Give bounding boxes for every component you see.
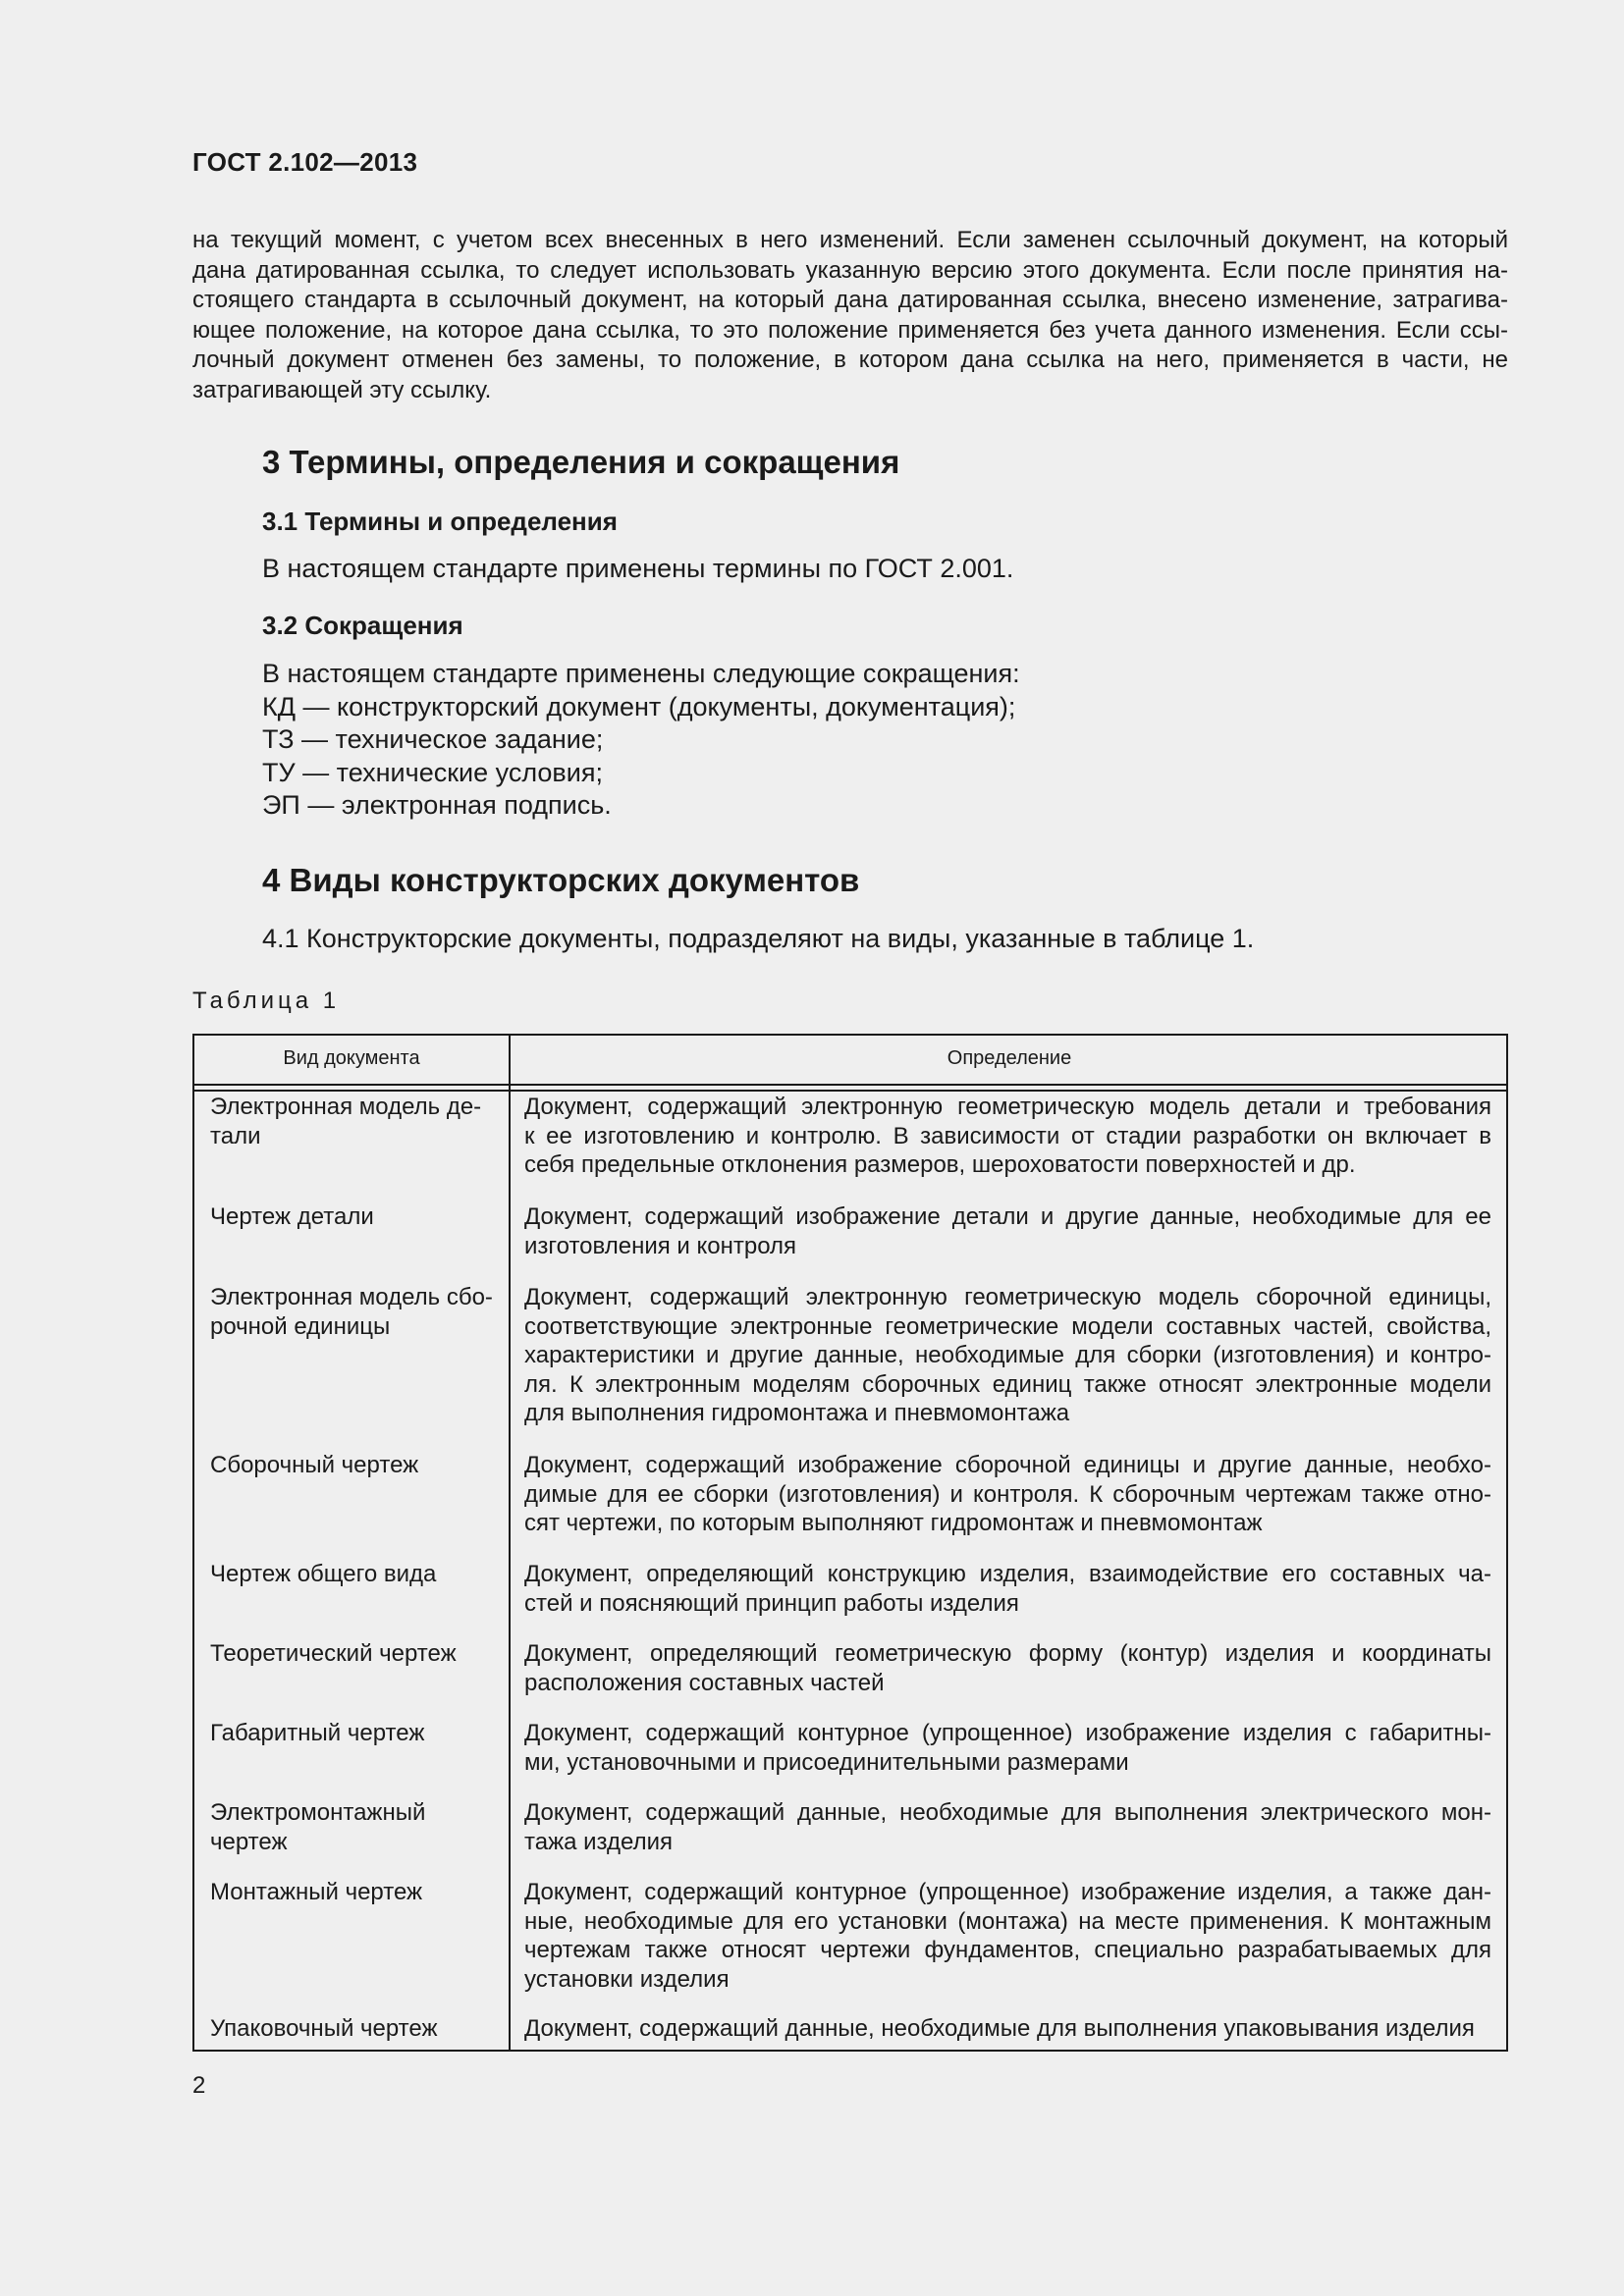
row-definition-line: Документ, определяющий конструкцию изделия, взаимодействие его составных ча- <box>524 1561 1491 1587</box>
row-name-line: Габаритный чертеж <box>210 1720 425 1746</box>
row-definition-line: соответствующие электронные геометрические модели составных частей, свойства, <box>524 1312 1491 1340</box>
row-definition-line: Документ, содержащий изображение детали и другие данные, необходимые для ее <box>524 1203 1491 1230</box>
section-3-2-heading: 3.2 Сокращения <box>262 611 463 640</box>
row-definition-line: себя предельные отклонения размеров, шероховатости поверхностей и др. <box>524 1151 1356 1178</box>
row-name-line: Упаковочный чертеж <box>210 2015 438 2042</box>
row-name <box>210 1202 500 1232</box>
row-name <box>210 1451 500 1480</box>
abbreviations-list <box>262 658 1020 823</box>
row-definition-line: для выполнения гидромонтажа и пневмомонтажа <box>524 1400 1070 1426</box>
row-definition <box>524 1560 1491 1618</box>
section-3-heading: 3 Термины, определения и сокращения <box>262 444 900 480</box>
row-definition-line: тажа изделия <box>524 1828 673 1855</box>
section-4-1-text: 4.1 Конструкторские документы, подразделяют на виды, указанные в таблице 1. <box>262 924 1255 953</box>
document-header: ГОСТ 2.102—2013 <box>192 147 418 177</box>
row-name <box>210 1878 500 1907</box>
row-name <box>210 1639 500 1669</box>
row-definition <box>524 2014 1491 2044</box>
row-definition <box>524 1798 1491 1856</box>
row-definition-line: Документ, содержащий электронную геометрическую модель детали и требования <box>524 1094 1491 1120</box>
row-name-line: Чертеж общего вида <box>210 1561 437 1587</box>
abbreviation-item: ЭП — электронная подпись. <box>262 790 612 820</box>
intro-line: лочный документ отменен без замены, то положение, в котором дана ссылка на него, применяется в части, не <box>192 347 1508 374</box>
row-definition-line: Документ, содержащий контурное (упрощенное) изображение изделия, а также дан- <box>524 1879 1491 1905</box>
row-name <box>210 1560 500 1589</box>
column-header-definition: Определение <box>947 1047 1072 1069</box>
row-name-line: Электронная модель сбо- <box>210 1284 493 1310</box>
row-definition <box>524 1639 1491 1697</box>
row-definition-line: к ее изготовлению и контролю. В зависимости от стадии разработки он включает в <box>524 1122 1491 1149</box>
row-name-line: Сборочный чертеж <box>210 1452 419 1478</box>
row-definition-line: сят чертежи, по которым выполняют гидромонтаж и пневмомонтаж <box>524 1510 1263 1536</box>
row-definition <box>524 1202 1491 1260</box>
table-caption: Таблица 1 <box>192 988 341 1014</box>
row-name <box>210 1798 500 1856</box>
row-name <box>210 1283 500 1341</box>
row-definition-line: ля. К электронным моделям сборочных единиц также относят электронные модели <box>524 1370 1491 1398</box>
row-name-line: Электромонтажный <box>210 1799 426 1826</box>
row-definition-line: установки изделия <box>524 1965 730 1993</box>
row-name-line: тали <box>210 1122 261 1149</box>
row-name-line: рочной единицы <box>210 1312 391 1340</box>
intro-paragraph <box>192 226 1508 406</box>
document-types-table <box>192 1034 1508 2052</box>
row-definition <box>524 1093 1491 1180</box>
abbreviation-item: КД — конструкторский документ (документы, документация); <box>262 691 1016 721</box>
row-name <box>210 1719 500 1748</box>
abbreviation-item: ТУ — технические условия; <box>262 757 603 787</box>
section-3-1-heading: 3.1 Термины и определения <box>262 507 618 536</box>
row-definition-line: изготовления и контроля <box>524 1232 797 1259</box>
row-definition-line: Документ, содержащий данные, необходимые для выполнения упаковывания изделия <box>524 2015 1475 2042</box>
intro-line: стоящего стандарта в ссылочный документ, на который дана датированная ссылка, внесено изменение, затрагива- <box>192 287 1508 314</box>
section-3-1-text: В настоящем стандарте применены термины по ГОСТ 2.001. <box>262 554 1014 583</box>
column-header-name: Вид документа <box>283 1047 420 1069</box>
row-definition <box>524 1719 1491 1777</box>
section-4-heading: 4 Виды конструкторских документов <box>262 862 860 898</box>
row-definition-line: Документ, содержащий изображение сборочной единицы и другие данные, необхо- <box>524 1452 1491 1478</box>
row-name-line: чертеж <box>210 1828 288 1855</box>
row-definition <box>524 1878 1491 1994</box>
row-definition <box>524 1451 1491 1538</box>
row-definition-line: стей и поясняющий принцип работы изделия <box>524 1589 1019 1617</box>
row-name-line: Чертеж детали <box>210 1203 374 1230</box>
intro-line: на текущий момент, с учетом всех внесенных в него изменений. Если заменен ссылочный документ, на который <box>192 227 1508 253</box>
row-definition-line: ные, необходимые для его установки (монтажа) на месте применения. К монтажным <box>524 1907 1491 1935</box>
row-name <box>210 2014 500 2044</box>
header-divider <box>194 1084 1506 1092</box>
row-definition-line: Документ, содержащий электронную геометрическую модель сборочной единицы, <box>524 1284 1491 1310</box>
row-definition <box>524 1283 1491 1428</box>
row-name-line: Монтажный чертеж <box>210 1879 423 1905</box>
row-definition-line: ми, установочными и присоединительными размерами <box>524 1748 1129 1776</box>
row-definition-line: Документ, содержащий контурное (упрощенное) изображение изделия с габаритны- <box>524 1720 1491 1746</box>
row-name <box>210 1093 500 1150</box>
row-definition-line: Документ, содержащий данные, необходимые для выполнения электрического мон- <box>524 1799 1491 1826</box>
abbreviation-item: ТЗ — техническое задание; <box>262 724 604 754</box>
intro-line: ющее положение, на которое дана ссылка, то это положение применяется без учета данного изменения. Если ссы- <box>192 316 1508 344</box>
row-definition-line: димые для ее сборки (изготовления) и контроля. К сборочным чертежам также отно- <box>524 1480 1491 1508</box>
column-divider <box>509 1036 511 2050</box>
row-name-line: Теоретический чертеж <box>210 1640 457 1667</box>
intro-line: дана датированная ссылка, то следует использовать указанную версию этого документа. Если после принятия на- <box>192 256 1508 284</box>
row-definition-line: расположения составных частей <box>524 1669 885 1696</box>
abbreviations-intro: В настоящем стандарте применены следующие сокращения: <box>262 659 1020 688</box>
row-definition-line: чертежам также относят чертежи фундаментов, специально разрабатываемых для <box>524 1937 1491 1963</box>
row-definition-line: Документ, определяющий геометрическую форму (контур) изделия и координаты <box>524 1640 1491 1667</box>
page-number: 2 <box>192 2072 206 2099</box>
intro-line: затрагивающей эту ссылку. <box>192 376 492 403</box>
row-name-line: Электронная модель де- <box>210 1094 482 1120</box>
row-definition-line: характеристики и другие данные, необходимые для сборки (изготовления) и контро- <box>524 1342 1491 1368</box>
